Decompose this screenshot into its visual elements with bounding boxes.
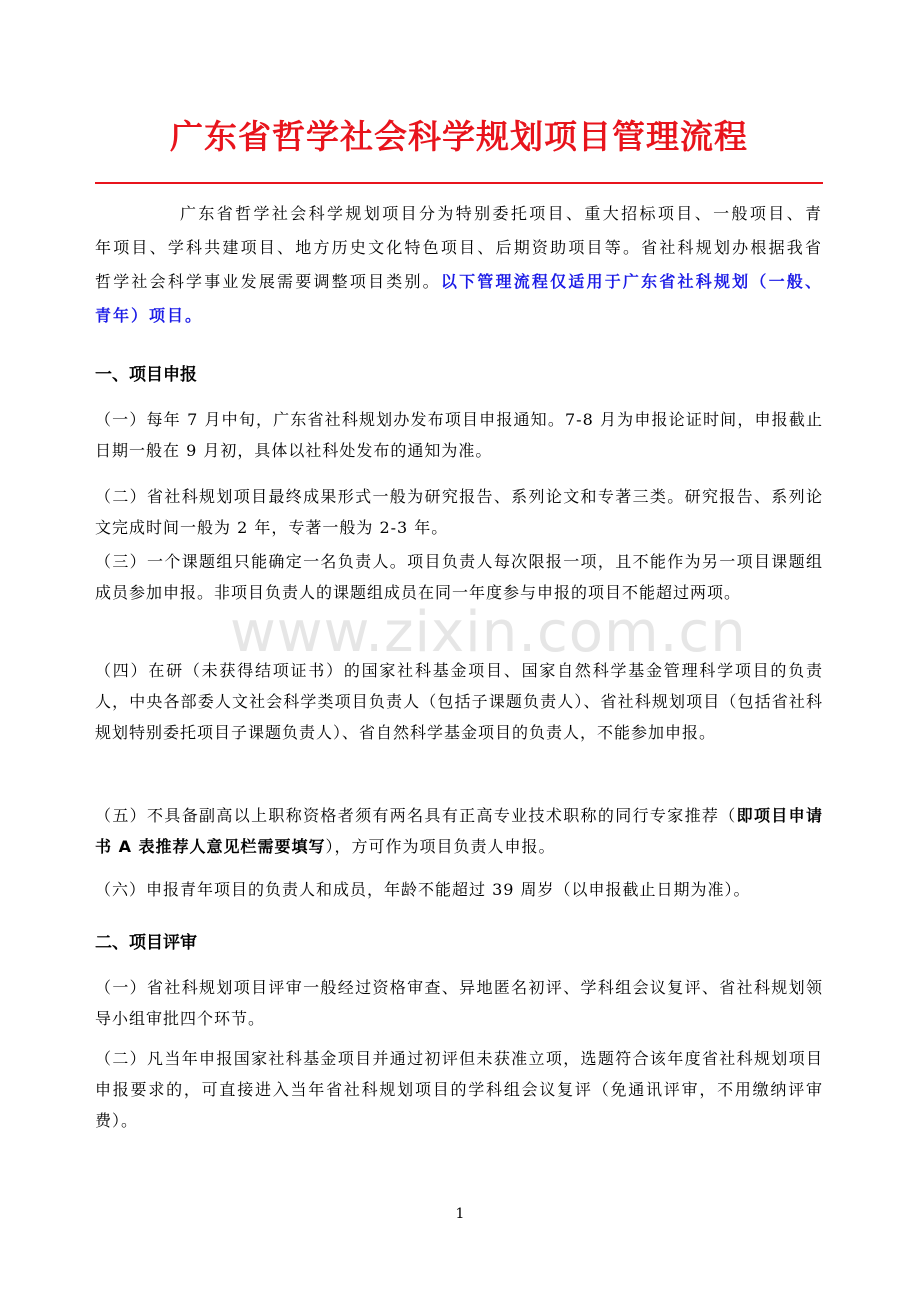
- section-heading-review: 二、项目评审: [95, 933, 197, 953]
- paragraph: （六）申报青年项目的负责人和成员，年龄不能超过 39 周岁（以申报截止日期为准）。: [95, 880, 751, 899]
- paragraph: （三）一个课题组只能确定一名负责人。项目负责人每次限报一项，且不能作为另一项目课题组成员参加申报。非项目负责人的课题组成员在同一年度参与申报的项目不能超过两项。: [95, 552, 823, 602]
- paragraph-text: ），方可作为项目负责人申报。: [325, 837, 556, 856]
- watermark: www.zixin.com.cn: [230, 600, 747, 665]
- paragraph: （二）凡当年申报国家社科基金项目并通过初评但未获准立项，选题符合该年度省社科规划项目申报要求的，可直接进入当年省社科规划项目的学科组会议复评（免通讯评审，不用缴纳评审费）。: [95, 1049, 823, 1130]
- page-number: 1: [455, 1206, 465, 1222]
- intro-text: 广东省哲学社会科学规划项目分为特别委托项目、重大招标项目、一般项目、青年项目、学科共建项目、地方历史文化特色项目、后期资助项目等。省社科规划办根据我省哲学社会科学事业发展需要调整项目类别。: [95, 204, 823, 291]
- paragraph-bold-text: 即项目申请书 A 表推荐人意见栏需要填写: [95, 806, 823, 856]
- paragraph: [95, 800, 823, 862]
- section-heading-application: 一、项目申报: [95, 365, 197, 385]
- intro-paragraph: [95, 197, 823, 333]
- paragraph: （一）每年 7 月中旬，广东省社科规划办发布项目申报通知。7-8 月为申报论证时间，申报截止日期一般在 9 月初，具体以社科处发布的通知为准。: [95, 410, 823, 460]
- paragraph: （一）省社科规划项目评审一般经过资格审查、异地匿名初评、学科组会议复评、省社科规划领导小组审批四个环节。: [95, 978, 823, 1028]
- intro-highlight: 以下管理流程仅适用于广东省社科规划（一般、青年）项目。: [95, 272, 823, 325]
- document-title: 广东省哲学社会科学规划项目管理流程: [170, 117, 748, 156]
- paragraph: （四）在研（未获得结项证书）的国家社科基金项目、国家自然科学基金管理科学项目的负责人，中央各部委人文社会科学类项目负责人（包括子课题负责人）、省社科规划项目（包括省社科规划特别委托项目子课题负责人）、省自然科学基金项目的负责人，不能参加申报。: [95, 661, 823, 742]
- paragraph: （二）省社科规划项目最终成果形式一般为研究报告、系列论文和专著三类。研究报告、系列论文完成时间一般为 2 年，专著一般为 2-3 年。: [95, 487, 823, 537]
- title-divider: [95, 182, 823, 184]
- paragraph-text: （五）不具备副高以上职称资格者须有两名具有正高专业技术职称的同行专家推荐（: [95, 806, 737, 825]
